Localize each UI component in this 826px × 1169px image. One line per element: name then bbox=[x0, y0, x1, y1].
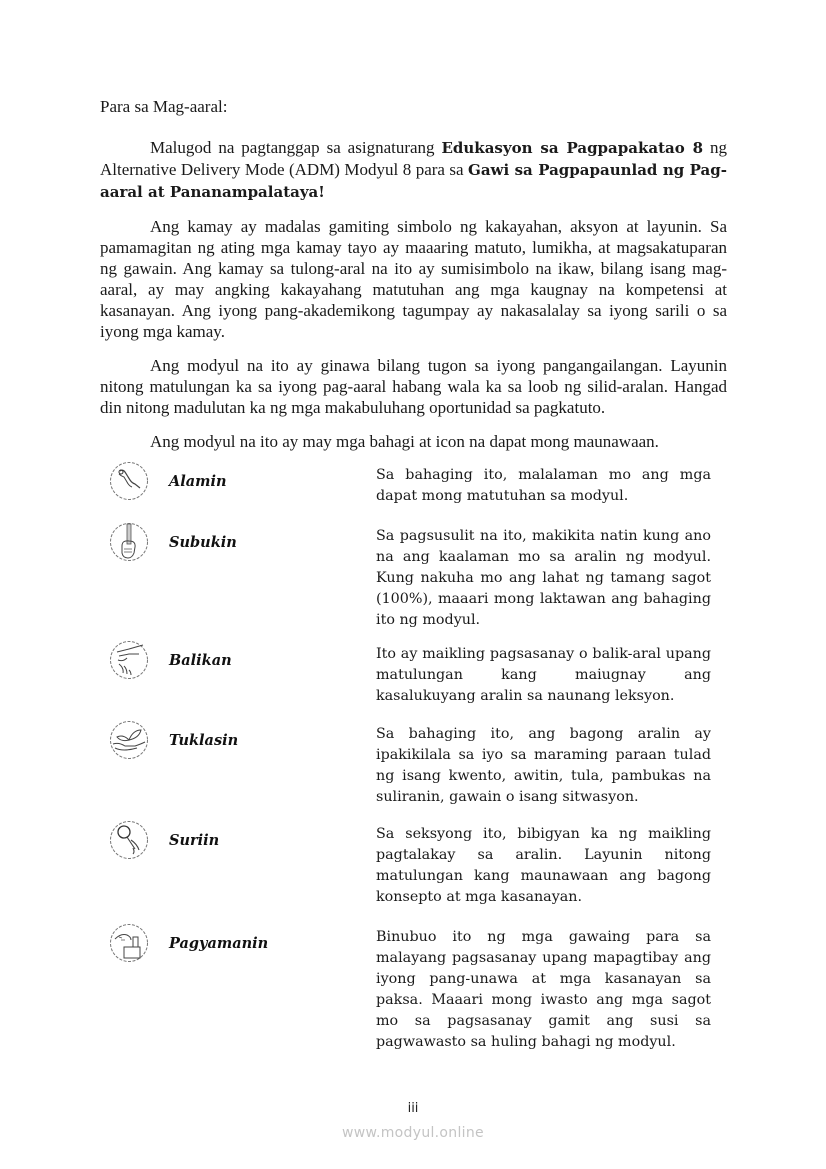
section-label: Alamin bbox=[169, 473, 227, 490]
hand-stacking-blocks-icon bbox=[109, 923, 149, 963]
section-description: Binubuo ito ng mga gawaing para sa malayang pagsasanay upang mapagtibay ang iyong pang-unawa at mga kasanayan sa paksa. Maaari mong iwasto ang mga sagot mo sa pagsasanay gamit ang susi sa pagwawasto sa huling bahagi ng modyul. bbox=[376, 929, 711, 1050]
hand-symbol-paragraph: Ang kamay ay madalas gamiting simbolo ng kakayahan, aksyon at layunin. Sa pamamagitan ng ating mga kamay tayo ay maaaring matuto, lumikha, at magsakatuparan ng gawain. Ang kamay sa tulong-aral na ito ay sumisimbolo na ikaw, bilang isang mag-aaral, ay may angking kakayahang matutuhan ang mga kaugnay na kompetensi at kasanayan. Ang iyong pang-akademikong tagumpay ay nakasalalay sa iyong sarili o sa iyong mga kamay. bbox=[100, 217, 727, 341]
section-label: Subukin bbox=[169, 534, 237, 551]
section-label: Pagyamanin bbox=[169, 935, 269, 952]
hand-reaching-icon bbox=[109, 640, 149, 680]
section-description: Sa bahaging ito, malalaman mo ang mga dapat mong matutuhan sa modyul. bbox=[376, 467, 711, 504]
module-purpose-paragraph: Ang modyul na ito ay ginawa bilang tugon sa iyong pangangailangan. Layunin nitong matulungan ka sa iyong pag-aaral habang wala ka sa loob ng silid-aralan. Hangad din nitong madulutan ka ng mga makabuluhang oportunidad sa pagkatuto. bbox=[100, 356, 727, 417]
hand-holding-plant-icon bbox=[109, 720, 149, 760]
welcome-text-middle: ng Alternative Delivery Mode (ADM) Modyul 8 para sa bbox=[100, 138, 728, 179]
section-description: Sa bahaging ito, ang bagong aralin ay ipakikilala sa iyo sa maraming paraan tulad ng isang kwento, awitin, tula, pambukas na suliranin, gawain o isang sitwasyon. bbox=[376, 726, 711, 805]
module-parts-intro: Ang modyul na ito ay may mga bahagi at icon na dapat mong maunawaan. bbox=[150, 432, 659, 451]
section-description: Sa pagsusulit na ito, makikita natin kung ano na ang kaalaman mo sa aralin ng modyul. Kung nakuha mo ang lahat ng tamang sagot (100%), maaari mong laktawan ang bahaging ito ng modyul. bbox=[376, 528, 711, 628]
subject-name: Edukasyon sa Pagpapakatao 8 bbox=[441, 139, 704, 157]
welcome-paragraph bbox=[100, 137, 727, 203]
intro-section bbox=[100, 96, 727, 452]
section-label: Balikan bbox=[169, 652, 232, 669]
watermark: www.modyul.online bbox=[342, 1125, 484, 1141]
pointing-hand-icon bbox=[109, 461, 149, 501]
greeting: Para sa Mag-aaral: bbox=[100, 97, 228, 116]
magnifying-glass-hand-icon bbox=[109, 820, 149, 860]
section-description: Sa seksyong ito, bibigyan ka ng maikling pagtalakay sa aralin. Layunin nitong matulungan kang maunawaan ang bagong konsepto at mga kasanayan. bbox=[376, 826, 711, 905]
section-label: Suriin bbox=[169, 832, 220, 849]
module-topic: Gawi sa Pagpapaunlad ng Pag-aaral at Pananampalataya! bbox=[100, 161, 727, 201]
welcome-text: Malugod na pagtanggap sa asignaturang bbox=[150, 138, 442, 157]
section-label: Tuklasin bbox=[169, 732, 239, 749]
section-description: Ito ay maikling pagsasanay o balik-aral upang matulungan kang maiugnay ang kasalukuyang aralin sa naunang leksyon. bbox=[376, 646, 711, 704]
hand-holding-pencil-icon bbox=[109, 522, 149, 562]
page-number: iii bbox=[407, 1101, 419, 1116]
